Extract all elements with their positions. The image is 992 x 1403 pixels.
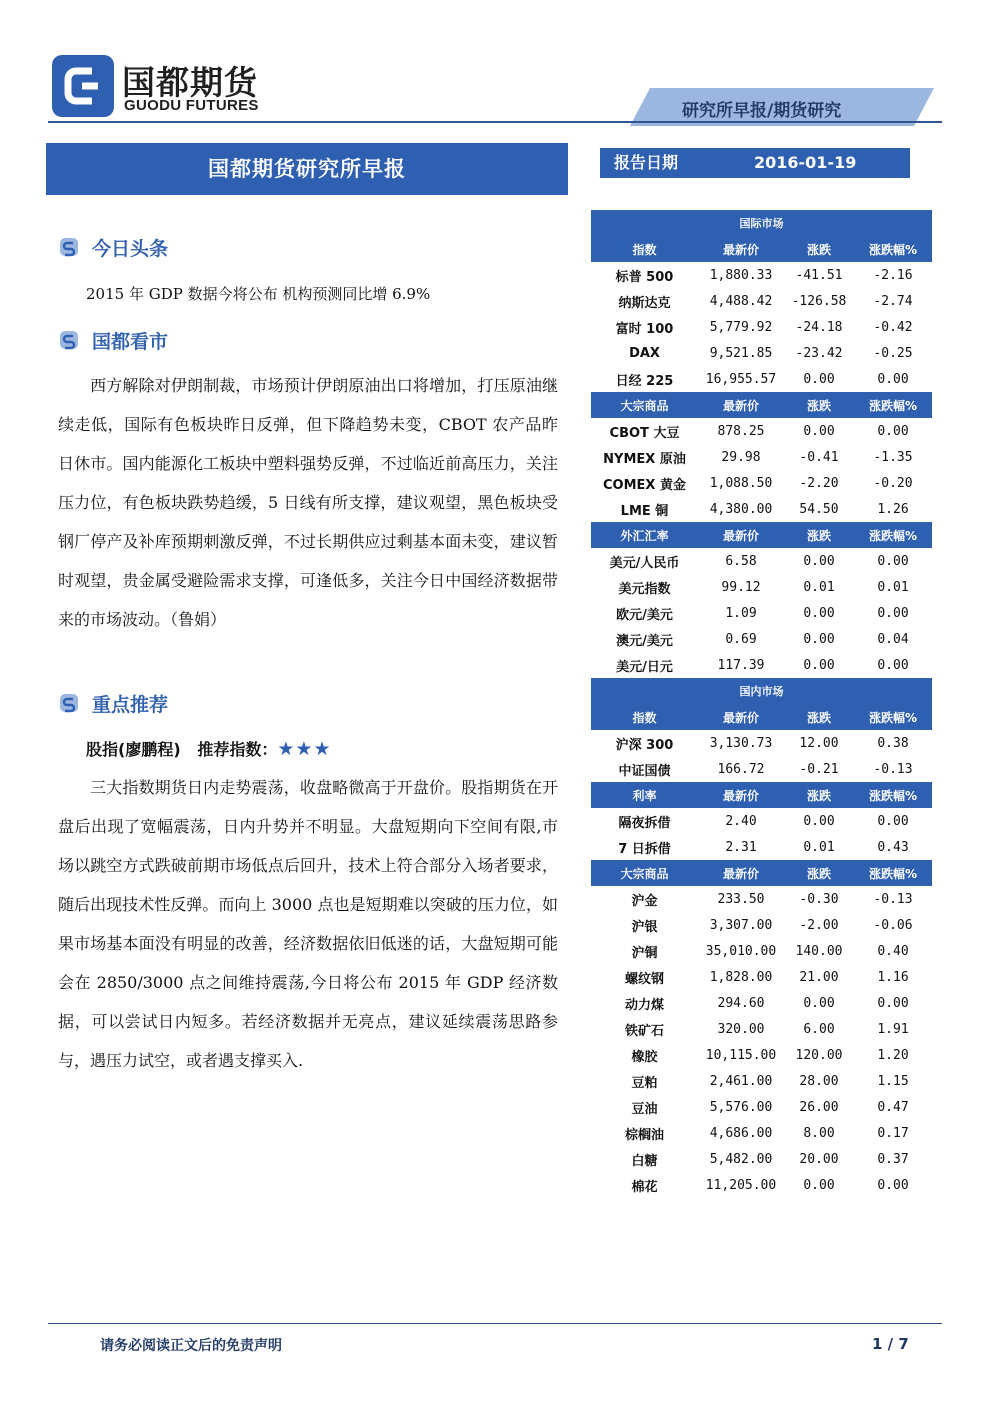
latest-price: 2.31 <box>725 839 757 855</box>
change-value: 0.00 <box>803 631 835 647</box>
latest-price: 4,686.00 <box>709 1125 773 1141</box>
change-value: -24.18 <box>795 319 843 335</box>
column-header-cell: 涨跌幅% <box>854 236 932 262</box>
latest-price: 9,521.85 <box>709 345 773 361</box>
table-row <box>591 756 932 782</box>
column-header-cell: 利率 <box>591 782 698 808</box>
table-row <box>591 886 932 912</box>
latest-price: 5,482.00 <box>709 1151 773 1167</box>
instrument-name: DAX <box>629 345 660 361</box>
instrument-name: 铁矿石 <box>624 1023 664 1039</box>
change-percent: -0.25 <box>873 345 913 361</box>
section-bullet-icon <box>58 692 80 714</box>
instrument-name: 橡胶 <box>631 1049 658 1065</box>
change-percent: -0.06 <box>873 917 913 933</box>
column-header-cell: 最新价 <box>698 860 784 886</box>
table-row <box>591 574 932 600</box>
change-value: 21.00 <box>799 969 839 985</box>
change-value: -126.58 <box>791 293 847 309</box>
latest-price: 35,010.00 <box>705 943 777 959</box>
change-value: -41.51 <box>795 267 843 283</box>
latest-price: 2.40 <box>725 813 757 829</box>
section-bullet-icon <box>58 329 80 351</box>
instrument-name: 豆粕 <box>631 1075 658 1091</box>
column-header-cell: 最新价 <box>698 704 784 730</box>
recommendation-summary <box>86 737 331 760</box>
column-header-cell: 涨跌 <box>784 392 854 418</box>
recommendation-paragraph <box>58 768 558 1080</box>
instrument-name: 沪金 <box>631 893 658 909</box>
change-value: 12.00 <box>799 735 839 751</box>
footer-disclaimer: 请务必阅读正文后的免责声明 <box>100 1338 282 1354</box>
instrument-name: 日经 225 <box>615 373 674 389</box>
column-header-cell: 涨跌 <box>784 236 854 262</box>
section-recommendation-title: 重点推荐 <box>92 694 169 716</box>
latest-price: 233.50 <box>717 891 765 907</box>
header-category-label: 研究所早报/期货研究 <box>682 101 842 121</box>
header-divider <box>48 121 942 123</box>
recommendation-subject: 股指(廖鹏程) <box>86 740 181 759</box>
change-value: 6.00 <box>803 1021 835 1037</box>
latest-price: 117.39 <box>717 657 765 673</box>
latest-price: 16,955.57 <box>705 371 777 387</box>
column-header-cell: 涨跌幅% <box>854 782 932 808</box>
change-percent: -2.16 <box>873 267 913 283</box>
report-date-value: 2016-01-19 <box>754 153 857 172</box>
change-percent: -0.42 <box>873 319 913 335</box>
column-header-cell: 涨跌幅% <box>854 860 932 886</box>
report-title: 国都期货研究所早报 <box>46 143 568 195</box>
change-value: 0.00 <box>803 553 835 569</box>
table-row <box>591 262 932 288</box>
instrument-name: 沪深 300 <box>615 737 674 753</box>
instrument-name: 沪铜 <box>631 945 658 961</box>
table-row <box>591 600 932 626</box>
section-market-view-title: 国都看市 <box>92 331 169 353</box>
table-column-header <box>591 392 932 418</box>
change-percent: -2.74 <box>873 293 913 309</box>
latest-price: 4,488.42 <box>709 293 773 309</box>
table-row <box>591 652 932 678</box>
table-row <box>591 834 932 860</box>
column-header-cell: 涨跌幅% <box>854 522 932 548</box>
instrument-name: 纳斯达克 <box>618 295 671 311</box>
instrument-name: 标普 500 <box>615 269 674 285</box>
latest-price: 1,880.33 <box>709 267 773 283</box>
table-group-header <box>591 678 932 704</box>
table-column-header <box>591 236 932 262</box>
headline-text: 2015 年 GDP 数据今将公布 机构预测同比增 6.9% <box>86 285 431 303</box>
change-value: -2.00 <box>799 917 839 933</box>
instrument-name: 美元/日元 <box>616 659 673 675</box>
instrument-name: 白糖 <box>631 1153 658 1169</box>
table-row <box>591 1172 932 1198</box>
change-value: 0.00 <box>803 813 835 829</box>
change-percent: 0.00 <box>877 423 909 439</box>
section-bullet-icon <box>58 236 80 258</box>
recommendation-index-label: 推荐指数： <box>197 740 278 759</box>
change-value: 28.00 <box>799 1073 839 1089</box>
table-row <box>591 366 932 392</box>
column-header-cell: 外汇汇率 <box>591 522 698 548</box>
change-percent: 0.00 <box>877 605 909 621</box>
change-value: -0.30 <box>799 891 839 907</box>
latest-price: 0.69 <box>725 631 757 647</box>
change-percent: 0.00 <box>877 995 909 1011</box>
change-percent: 1.16 <box>877 969 909 985</box>
change-value: 0.00 <box>803 657 835 673</box>
change-percent: 0.38 <box>877 735 909 751</box>
change-value: 0.00 <box>803 423 835 439</box>
instrument-name: 中证国债 <box>618 763 671 779</box>
table-row <box>591 1016 932 1042</box>
table-column-header <box>591 860 932 886</box>
recommendation-stars: ★★★ <box>277 738 332 760</box>
latest-price: 4,380.00 <box>709 501 773 517</box>
instrument-name: 豆油 <box>631 1101 658 1117</box>
table-row <box>591 470 932 496</box>
table-row <box>591 548 932 574</box>
change-percent: -0.20 <box>873 475 913 491</box>
table-group-label: 国内市场 <box>591 678 932 704</box>
instrument-name: 7 日拆借 <box>618 841 671 857</box>
instrument-name: 棕榈油 <box>624 1127 664 1143</box>
column-header-cell: 大宗商品 <box>591 392 698 418</box>
change-value: -0.21 <box>799 761 839 777</box>
change-value: 0.01 <box>803 579 835 595</box>
latest-price: 5,576.00 <box>709 1099 773 1115</box>
latest-price: 294.60 <box>717 995 765 1011</box>
instrument-name: 澳元/美元 <box>616 633 673 649</box>
table-row <box>591 1068 932 1094</box>
table-row <box>591 990 932 1016</box>
column-header-cell: 涨跌幅% <box>854 704 932 730</box>
latest-price: 10,115.00 <box>705 1047 777 1063</box>
instrument-name: COMEX 黄金 <box>603 477 686 493</box>
table-row <box>591 1094 932 1120</box>
latest-price: 11,205.00 <box>705 1177 777 1193</box>
change-value: 54.50 <box>799 501 839 517</box>
logo-mark-icon <box>52 55 114 117</box>
instrument-name: 沪银 <box>631 919 658 935</box>
latest-price: 99.12 <box>721 579 761 595</box>
column-header-cell: 涨跌幅% <box>854 392 932 418</box>
table-group-header <box>591 210 932 236</box>
latest-price: 1,828.00 <box>709 969 773 985</box>
change-percent: 1.26 <box>877 501 909 517</box>
change-percent: 0.47 <box>877 1099 909 1115</box>
latest-price: 2,461.00 <box>709 1073 773 1089</box>
market-view-text: 西方解除对伊朗制裁，市场预计伊朗原油出口将增加，打压原油继续走低，国际有色板块昨日反弹，但下降趋势未变，CBOT 农产品昨日休市。国内能源化工板块中塑料强势反弹，不过临近前高压力，关注压力位，有色板块跌势趋缓，5 日线有所支撑，建议观望，黑色板块受钢厂停产及补库预期刺激反弹，不过长期供应过剩基本面未变，建议暂时观望，贵金属受避险需求支撑，可逢低多，关注今日中国经济数据带来的市场波动。（鲁娟） <box>58 376 558 629</box>
report-date-label: 报告日期 <box>614 153 679 172</box>
change-value: 26.00 <box>799 1099 839 1115</box>
latest-price: 320.00 <box>717 1021 765 1037</box>
column-header-cell: 最新价 <box>698 782 784 808</box>
change-value: 0.00 <box>803 1177 835 1193</box>
table-row <box>591 496 932 522</box>
footer-divider <box>48 1323 942 1324</box>
column-header-cell: 大宗商品 <box>591 860 698 886</box>
change-percent: 1.15 <box>877 1073 909 1089</box>
table-row <box>591 730 932 756</box>
change-percent: 0.17 <box>877 1125 909 1141</box>
change-percent: 0.00 <box>877 1177 909 1193</box>
instrument-name: 隔夜拆借 <box>618 815 671 831</box>
latest-price: 29.98 <box>721 449 761 465</box>
logo-chinese-name: 国都期货 <box>122 63 258 102</box>
change-value: 0.00 <box>803 371 835 387</box>
instrument-name: 富时 100 <box>615 321 674 337</box>
latest-price: 1,088.50 <box>709 475 773 491</box>
change-percent: 0.00 <box>877 657 909 673</box>
table-row <box>591 938 932 964</box>
logo-english-name: GUODU FUTURES <box>124 97 259 114</box>
change-value: 120.00 <box>795 1047 843 1063</box>
instrument-name: 美元/人民币 <box>609 555 680 571</box>
change-percent: 0.00 <box>877 371 909 387</box>
column-header-cell: 涨跌 <box>784 860 854 886</box>
change-percent: 0.00 <box>877 813 909 829</box>
change-value: 0.01 <box>803 839 835 855</box>
column-header-cell: 涨跌 <box>784 782 854 808</box>
column-header-cell: 最新价 <box>698 236 784 262</box>
change-value: 0.00 <box>803 605 835 621</box>
change-value: -23.42 <box>795 345 843 361</box>
change-percent: -1.35 <box>873 449 913 465</box>
table-row <box>591 314 932 340</box>
latest-price: 5,779.92 <box>709 319 773 335</box>
table-row <box>591 1042 932 1068</box>
table-row <box>591 912 932 938</box>
latest-price: 3,307.00 <box>709 917 773 933</box>
instrument-name: 美元指数 <box>618 581 671 597</box>
change-percent: 0.00 <box>877 553 909 569</box>
instrument-name: 棉花 <box>631 1179 658 1195</box>
instrument-name: LME 铜 <box>620 503 669 519</box>
table-column-header <box>591 782 932 808</box>
column-header-cell: 指数 <box>591 704 698 730</box>
change-percent: 0.43 <box>877 839 909 855</box>
table-row <box>591 808 932 834</box>
change-percent: 0.37 <box>877 1151 909 1167</box>
change-value: -2.20 <box>799 475 839 491</box>
instrument-name: 动力煤 <box>624 997 664 1013</box>
instrument-name: 欧元/美元 <box>616 607 673 623</box>
table-row <box>591 964 932 990</box>
table-row <box>591 444 932 470</box>
change-percent: 0.01 <box>877 579 909 595</box>
market-view-paragraph <box>58 366 558 639</box>
recommendation-text: 三大指数期货日内走势震荡，收盘略微高于开盘价。股指期货在开盘后出现了宽幅震荡，日内升势并不明显。大盘短期向下空间有限,市场以跳空方式跌破前期市场低点后回升，技术上符合部分入场者要求，随后出现技术性反弹。而向上 3000 点也是短期难以突破的压力位，如果市场基本面没有明显的改善，经济数据依旧低迷的话，大盘短期可能会在 2850/3000 点之间维持震荡,今日将公布 2015 年 GDP 经济数据，可以尝试日内短多。若经济数据并无亮点，建议延续震荡思路参与，遇压力试空，或者遇支撑买入. <box>58 778 558 1070</box>
column-header-cell: 最新价 <box>698 522 784 548</box>
column-header-cell: 指数 <box>591 236 698 262</box>
market-data-table <box>591 210 932 1198</box>
table-row <box>591 288 932 314</box>
change-value: -0.41 <box>799 449 839 465</box>
table-column-header <box>591 522 932 548</box>
change-percent: 1.20 <box>877 1047 909 1063</box>
change-percent: -0.13 <box>873 761 913 777</box>
change-value: 20.00 <box>799 1151 839 1167</box>
instrument-name: 螺纹钢 <box>624 971 664 987</box>
table-group-label: 国际市场 <box>591 210 932 236</box>
change-value: 0.00 <box>803 995 835 1011</box>
change-value: 140.00 <box>795 943 843 959</box>
table-column-header <box>591 704 932 730</box>
change-percent: 1.91 <box>877 1021 909 1037</box>
instrument-name: NYMEX 原油 <box>603 451 686 467</box>
change-percent: 0.04 <box>877 631 909 647</box>
table-row <box>591 1120 932 1146</box>
table-row <box>591 418 932 444</box>
table-row <box>591 626 932 652</box>
column-header-cell: 涨跌 <box>784 522 854 548</box>
column-header-cell: 涨跌 <box>784 704 854 730</box>
section-headline-title: 今日头条 <box>92 238 169 260</box>
latest-price: 3,130.73 <box>709 735 773 751</box>
table-row <box>591 340 932 366</box>
page-number: 1 / 7 <box>872 1335 909 1353</box>
instrument-name: CBOT 大豆 <box>609 425 680 441</box>
company-logo <box>52 55 302 120</box>
latest-price: 1.09 <box>725 605 757 621</box>
report-date-bar <box>600 148 910 178</box>
table-row <box>591 1146 932 1172</box>
change-percent: 0.40 <box>877 943 909 959</box>
change-percent: -0.13 <box>873 891 913 907</box>
column-header-cell: 最新价 <box>698 392 784 418</box>
latest-price: 6.58 <box>725 553 757 569</box>
change-value: 8.00 <box>803 1125 835 1141</box>
latest-price: 166.72 <box>717 761 765 777</box>
latest-price: 878.25 <box>717 423 765 439</box>
